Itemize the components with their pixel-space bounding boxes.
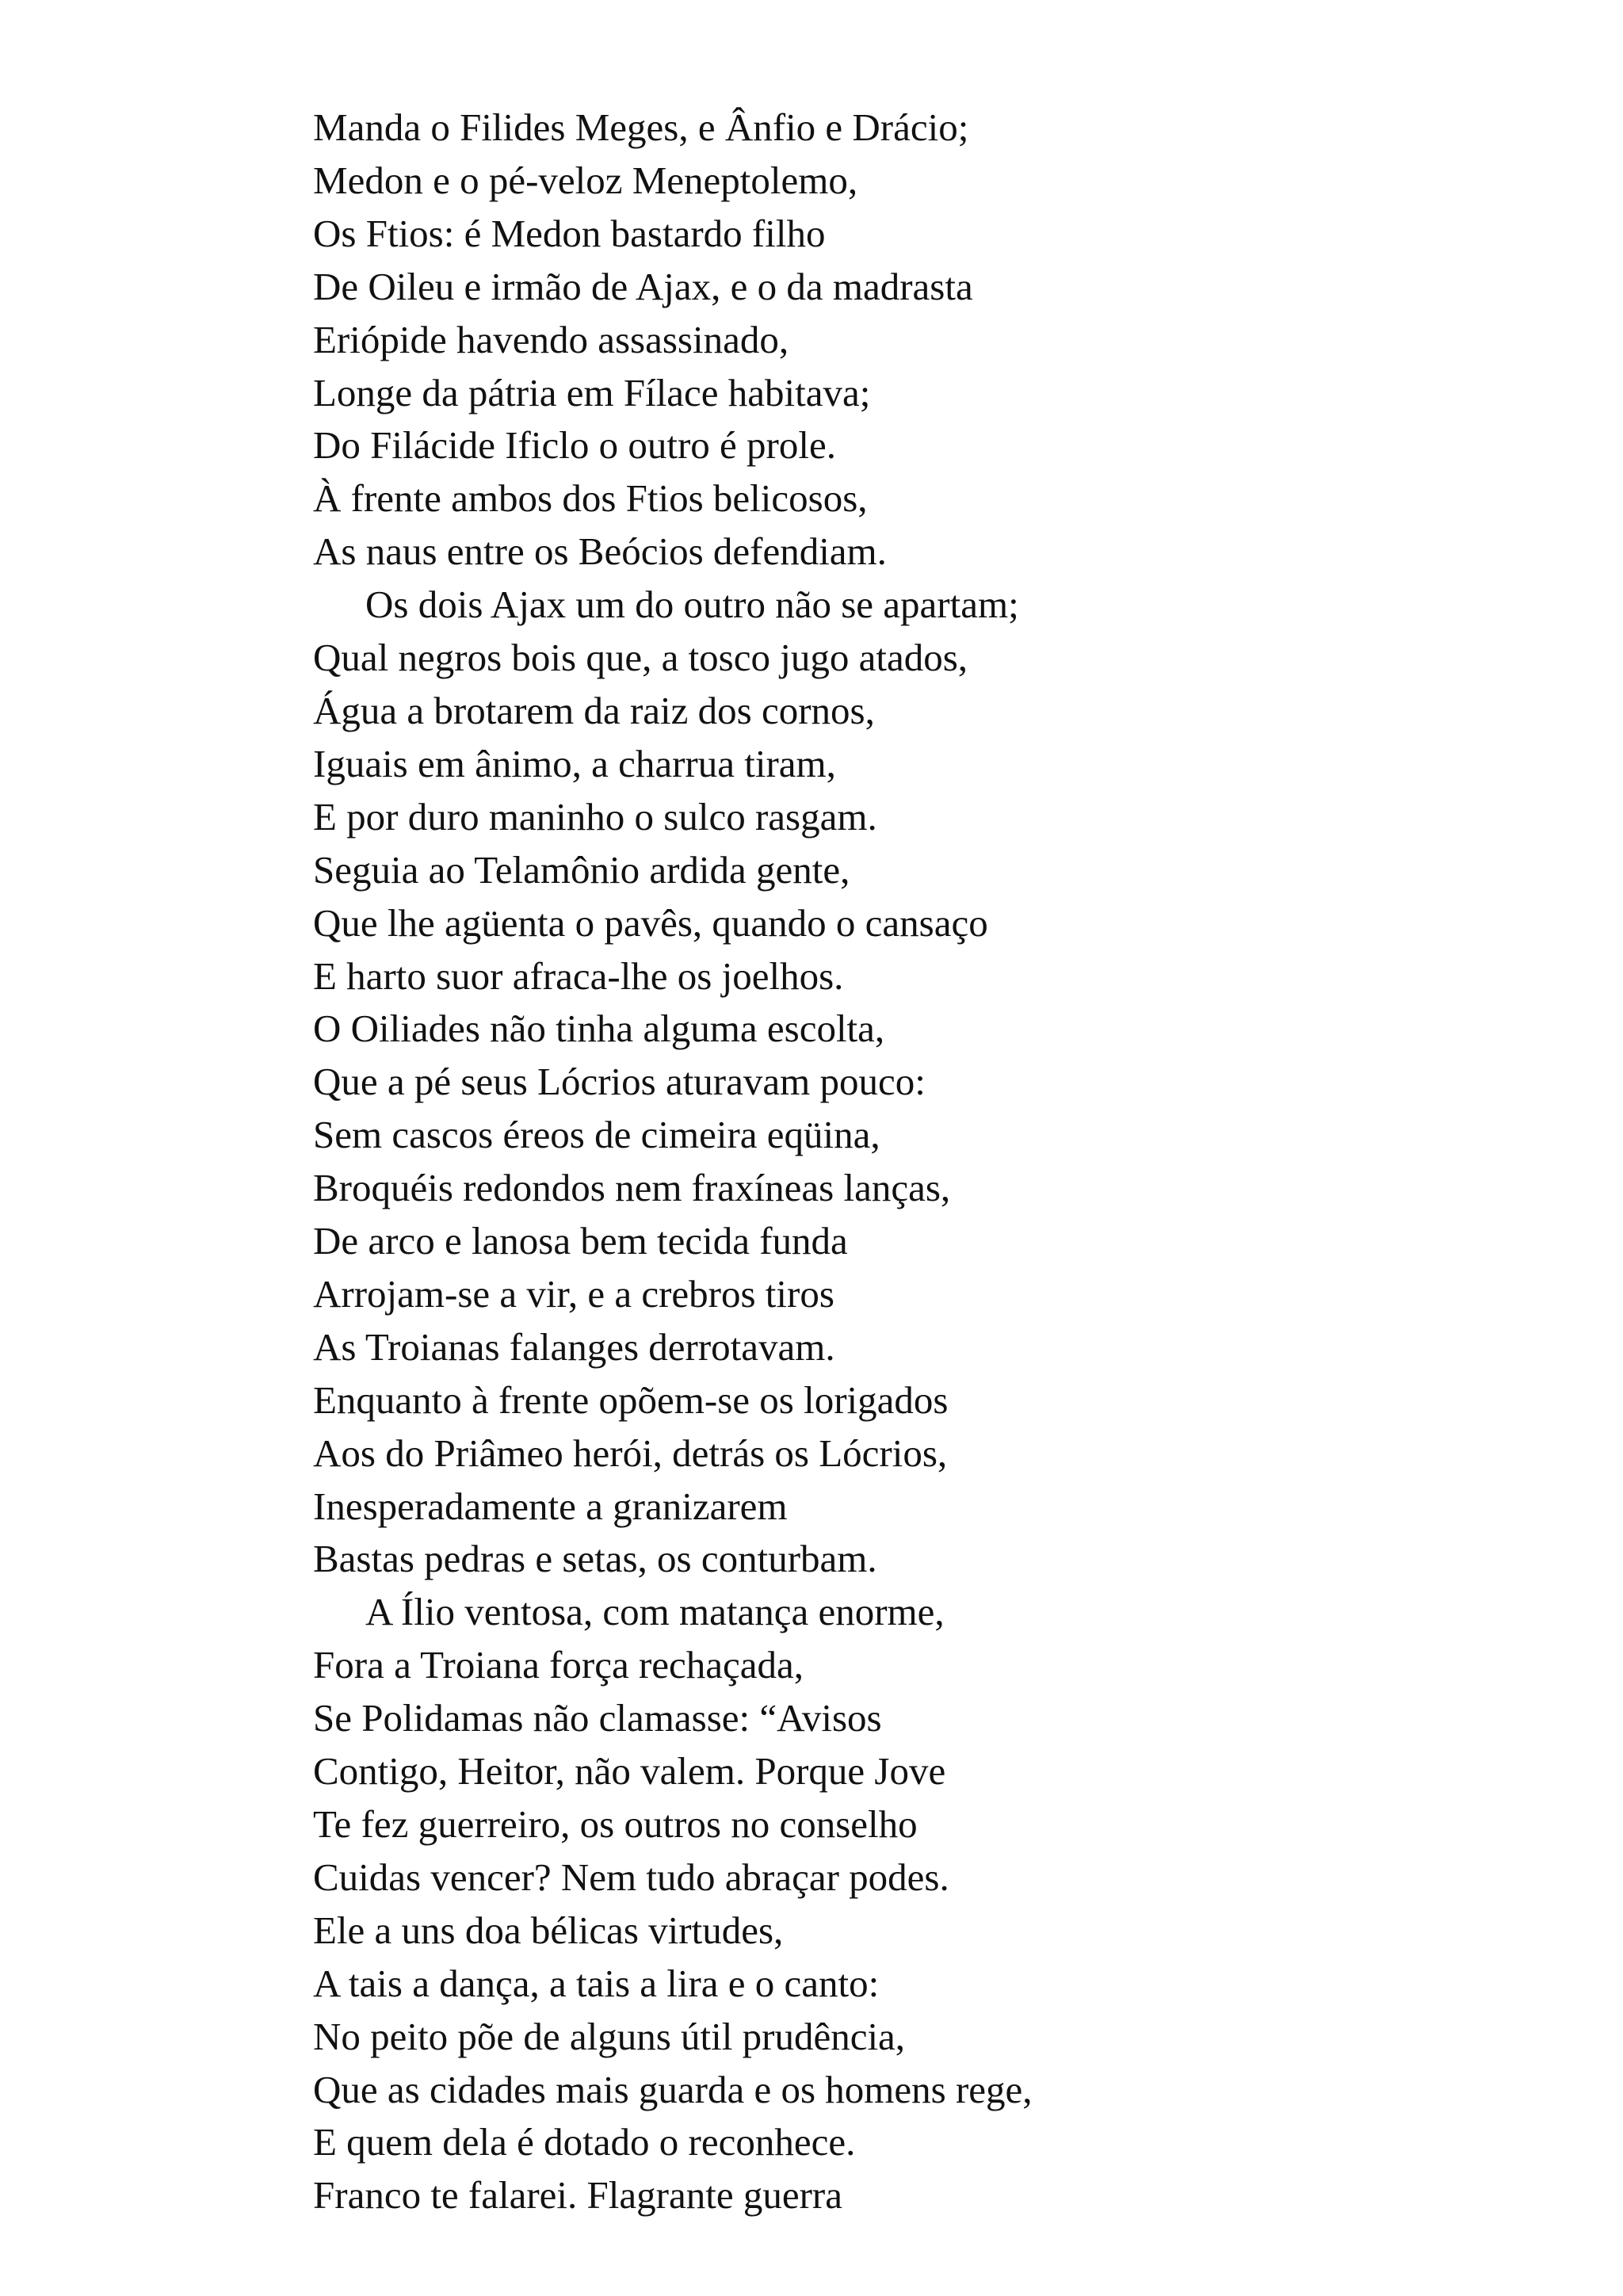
verse-line: Que as cidades mais guarda e os homens rege, xyxy=(313,2067,1033,2111)
verse-line: Água a brotarem da raiz dos cornos, xyxy=(313,688,875,732)
verse-line: Enquanto à frente opõem-se os lorigados xyxy=(313,1377,949,1422)
verse-line: Contigo, Heitor, não valem. Porque Jove xyxy=(313,1749,946,1794)
verse-line: De Oileu e irmão de Ajax, e o da madrasta xyxy=(313,264,973,308)
verse-line: Broquéis redondos nem fraxíneas lanças, xyxy=(313,1166,951,1210)
verse-line: O Oiliades não tinha alguma escolta, xyxy=(313,1007,885,1051)
verse-line: Fora a Troiana força rechaçada, xyxy=(313,1643,804,1687)
verse-line: A Ílio ventosa, com matança enorme, xyxy=(365,1590,945,1634)
verse-line: De arco e lanosa bem tecida funda xyxy=(313,1219,848,1263)
verse-line: Iguais em ânimo, a charrua tiram, xyxy=(313,741,836,785)
verse-line: Do Filácide Ificlo o outro é prole. xyxy=(313,423,836,468)
verse-line: Se Polidamas não clamasse: “Avisos xyxy=(313,1696,882,1740)
verse-line: Manda o Filides Meges, e Ânfio e Drácio; xyxy=(313,105,969,149)
verse-line: Eriópide havendo assassinado, xyxy=(313,317,789,361)
verse-line: E harto suor afraca-lhe os joelhos. xyxy=(313,953,844,998)
verse-line: Inesperadamente a granizarem xyxy=(313,1484,788,1528)
poem-text xyxy=(313,101,1549,2222)
verse-line: E por duro maninho o sulco rasgam. xyxy=(313,794,877,839)
verse-line: Ele a uns doa bélicas virtudes, xyxy=(313,1908,784,1952)
verse-line: A tais a dança, a tais a lira e o canto: xyxy=(313,1961,880,2005)
verse-line: As Troianas falanges derrotavam. xyxy=(313,1324,835,1369)
verse-line: Que lhe agüenta o pavês, quando o cansaço xyxy=(313,900,988,945)
verse-line: Te fez guerreiro, os outros no conselho xyxy=(313,1802,918,1846)
verse-line: Aos do Priâmeo herói, detrás os Lócrios, xyxy=(313,1431,948,1475)
verse-line: Sem cascos éreos de cimeira eqüina, xyxy=(313,1113,880,1157)
verse-line: Medon e o pé-veloz Meneptolemo, xyxy=(313,158,858,202)
verse-line: Bastas pedras e setas, os conturbam. xyxy=(313,1537,877,1581)
verse-line: Os Ftios: é Medon bastardo filho xyxy=(313,211,826,255)
verse-line: Franco te falarei. Flagrante guerra xyxy=(313,2173,842,2218)
verse-line: No peito põe de alguns útil prudência, xyxy=(313,2014,906,2058)
verse-line: Longe da pátria em Fílace habitava; xyxy=(313,370,871,415)
verse-line: Cuidas vencer? Nem tudo abraçar podes. xyxy=(313,1855,949,1899)
verse-line: As naus entre os Beócios defendiam. xyxy=(313,529,887,574)
verse-line: Os dois Ajax um do outro não se apartam; xyxy=(365,583,1019,627)
verse-line: À frente ambos dos Ftios belicosos, xyxy=(313,476,868,521)
verse-line: Arrojam-se a vir, e a crebros tiros xyxy=(313,1271,834,1316)
verse-line: Seguia ao Telamônio ardida gente, xyxy=(313,847,850,892)
verse-line: Qual negros bois que, a tosco jugo atados, xyxy=(313,636,968,680)
verse-line: Que a pé seus Lócrios aturavam pouco: xyxy=(313,1060,926,1104)
verse-line: E quem dela é dotado o reconhece. xyxy=(313,2120,856,2164)
